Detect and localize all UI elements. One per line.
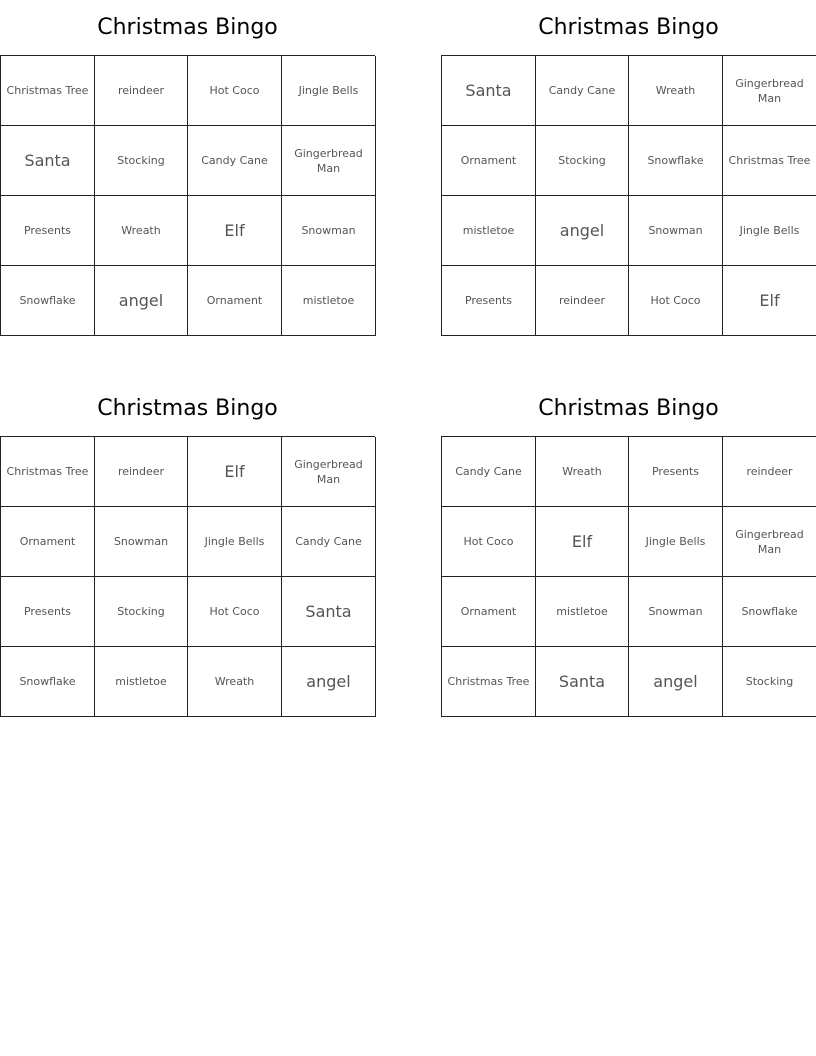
bingo-cell: Ornament xyxy=(188,266,282,336)
bingo-cell: Presents xyxy=(1,196,95,266)
bingo-cell: reindeer xyxy=(723,437,816,507)
bingo-cell: Snowman xyxy=(629,577,723,647)
bingo-cell: Hot Coco xyxy=(629,266,723,336)
bingo-cell: angel xyxy=(629,647,723,717)
bingo-cell: Jingle Bells xyxy=(282,56,376,126)
bingo-cell: Snowflake xyxy=(1,647,95,717)
bingo-card-3 xyxy=(0,381,375,717)
bingo-cell: Santa xyxy=(536,647,629,717)
bingo-cell: Snowflake xyxy=(1,266,95,336)
bingo-cell: Presents xyxy=(1,577,95,647)
bingo-cell: Hot Coco xyxy=(188,56,282,126)
bingo-card-1 xyxy=(0,0,375,336)
bingo-cell: Santa xyxy=(1,126,95,196)
bingo-cell: Wreath xyxy=(188,647,282,717)
bingo-cell: Christmas Tree xyxy=(1,437,95,507)
bingo-cell: Ornament xyxy=(442,577,536,647)
bingo-cell: Snowflake xyxy=(629,126,723,196)
bingo-cell: Snowman xyxy=(282,196,376,266)
bingo-cell: Gingerbread Man xyxy=(282,437,376,507)
bingo-cell: Candy Cane xyxy=(188,126,282,196)
bingo-cell: Candy Cane xyxy=(282,507,376,577)
bingo-cell: Hot Coco xyxy=(188,577,282,647)
bingo-grid xyxy=(441,55,816,336)
bingo-cell: Stocking xyxy=(95,577,188,647)
bingo-cell: Gingerbread Man xyxy=(282,126,376,196)
bingo-cell: Jingle Bells xyxy=(188,507,282,577)
bingo-cell: Candy Cane xyxy=(536,56,629,126)
card-title: Christmas Bingo xyxy=(538,15,719,40)
bingo-grid xyxy=(0,436,375,717)
card-title: Christmas Bingo xyxy=(97,396,278,421)
bingo-cell: Presents xyxy=(442,266,536,336)
bingo-cell: Wreath xyxy=(629,56,723,126)
bingo-cell: Elf xyxy=(188,437,282,507)
bingo-cell: Christmas Tree xyxy=(442,647,536,717)
bingo-cell: Wreath xyxy=(536,437,629,507)
bingo-cell: Ornament xyxy=(442,126,536,196)
bingo-cell: Snowflake xyxy=(723,577,816,647)
bingo-cell: Stocking xyxy=(95,126,188,196)
bingo-cell: Stocking xyxy=(723,647,816,717)
bingo-cell: Snowman xyxy=(629,196,723,266)
bingo-cell: Santa xyxy=(282,577,376,647)
bingo-cell: reindeer xyxy=(536,266,629,336)
bingo-cell: Gingerbread Man xyxy=(723,56,816,126)
bingo-cell: angel xyxy=(536,196,629,266)
bingo-cell: mistletoe xyxy=(282,266,376,336)
bingo-cell: Jingle Bells xyxy=(723,196,816,266)
bingo-cell: Candy Cane xyxy=(442,437,536,507)
bingo-cell: Ornament xyxy=(1,507,95,577)
bingo-cell: Jingle Bells xyxy=(629,507,723,577)
bingo-cell: reindeer xyxy=(95,56,188,126)
bingo-cell: mistletoe xyxy=(95,647,188,717)
bingo-cell: Santa xyxy=(442,56,536,126)
card-title: Christmas Bingo xyxy=(97,15,278,40)
bingo-cell: mistletoe xyxy=(442,196,536,266)
bingo-cell: angel xyxy=(282,647,376,717)
bingo-cell: mistletoe xyxy=(536,577,629,647)
card-title: Christmas Bingo xyxy=(538,396,719,421)
bingo-card-4 xyxy=(441,381,816,717)
bingo-cell: Christmas Tree xyxy=(1,56,95,126)
bingo-card-2 xyxy=(441,0,816,336)
bingo-cell: Elf xyxy=(188,196,282,266)
bingo-cell: Snowman xyxy=(95,507,188,577)
bingo-grid xyxy=(441,436,816,717)
bingo-cell: Wreath xyxy=(95,196,188,266)
bingo-cell: Stocking xyxy=(536,126,629,196)
bingo-cell: Hot Coco xyxy=(442,507,536,577)
bingo-cell: reindeer xyxy=(95,437,188,507)
bingo-cell: Presents xyxy=(629,437,723,507)
bingo-cell: Christmas Tree xyxy=(723,126,816,196)
bingo-cell: Gingerbread Man xyxy=(723,507,816,577)
bingo-grid xyxy=(0,55,375,336)
bingo-cell: Elf xyxy=(723,266,816,336)
bingo-cell: angel xyxy=(95,266,188,336)
bingo-cell: Elf xyxy=(536,507,629,577)
